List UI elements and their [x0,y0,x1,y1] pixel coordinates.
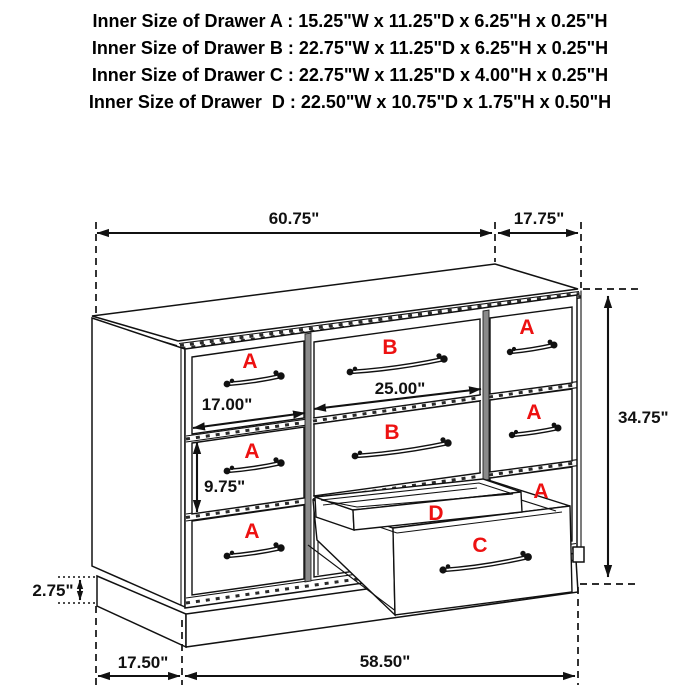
label-drawer-b-top: B [382,336,398,359]
dimension-text: 34.75" [618,408,669,427]
dimension-text: 58.50" [359,652,411,671]
legend-line-drawer-b: Inner Size of Drawer B : 22.75"W x 11.25"D x 6.25"H x 0.25"H [91,38,609,58]
label-drawer-d: D [428,502,444,525]
label-drawer-a-right-middle: A [526,401,542,424]
label-drawer-b-middle: B [384,421,400,444]
column-divider-left [305,333,311,582]
label-drawer-c: C [472,534,488,557]
legend-line-drawer-a: Inner Size of Drawer A : 15.25"W x 11.25"D x 6.25"H x 0.25"H [92,11,608,31]
dimension-overall-height [608,296,669,577]
dimension-overall-width [97,209,492,233]
dimension-text: 17.00" [201,395,253,414]
legend-line-drawer-d: Inner Size of Drawer D : 22.50"W x 10.75"D x 1.75"H x 0.50"H [88,92,612,112]
label-drawer-a-left-middle: A [244,440,260,463]
label-drawer-a-left-top: A [242,350,258,373]
dimension-text: 9.75" [204,477,246,496]
label-drawer-a-left-bottom: A [244,520,260,543]
dimension-base-height [32,580,80,600]
dimension-text: 60.75" [268,209,320,228]
dimension-top-depth [498,209,578,233]
dimension-base-width [185,652,575,676]
left-side-panel [92,318,185,607]
label-drawer-a-right-top: A [519,316,535,339]
label-drawer-a-right-bottom: A [533,480,549,503]
dimension-text: 17.75" [513,209,565,228]
dimension-text: 25.00" [374,379,426,398]
dimension-text: 17.50" [117,653,169,672]
drawer-a-left-bottom [192,505,304,595]
dimension-base-depth [98,653,180,676]
right-foot [573,547,584,562]
dimension-text: 2.75" [32,581,74,600]
legend-line-drawer-c: Inner Size of Drawer C : 22.75"W x 11.25"D x 4.00"H x 0.25"H [91,65,609,85]
